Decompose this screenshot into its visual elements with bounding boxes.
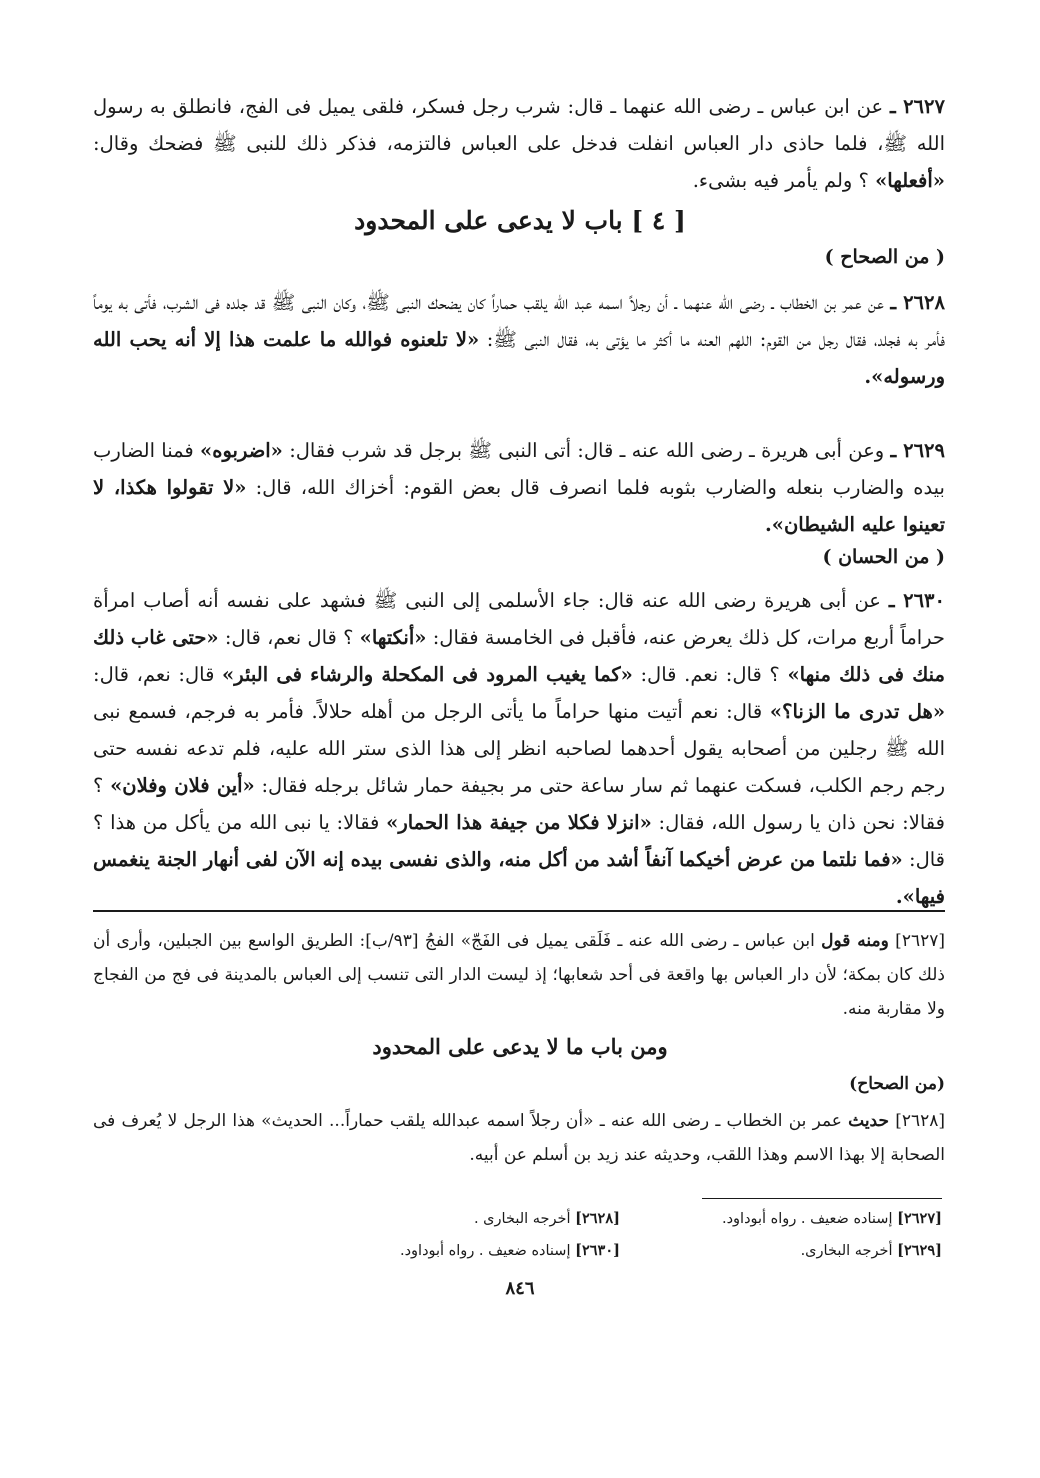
commentary-text: ابن عباس ـ رضى الله عنه ـ فَلَقى يميل فى الفَجّ» الفجُ [٩٣/ب]: الطريق الواسع بين الجبلين، وأرى أن ذلك كان بمكة؛ لأن دار العباس بها واقعة فى أحد شعابها؛ إذ ليست الدار التى تنسب إلى العباس بالمدينة فى فج من الفجاج ولا مقاربة منه. xyxy=(93,931,945,1019)
commentary-2628-paragraph xyxy=(93,1104,945,1172)
commentary-ref: [٢٦٢٨] xyxy=(895,1111,945,1131)
hadith-text-2: فمنا الضارب بيده والضارب بنعله والضارب بثوبه فلما انصرف قال بعض القوم: أخزاك الله، قال: xyxy=(93,439,945,499)
hadith-text: عن أبى هريرة رضى الله عنه قال: جاء الأسلمى إلى النبى ﷺ فشهد على نفسه أنه أصاب امرأة حراماً أربع مرات، كل ذلك يعرض عنه، فأقبل فى الخامسة فقال: xyxy=(93,589,945,649)
hadith-2628 xyxy=(93,284,945,395)
prophet-quote: «اضربوه» xyxy=(200,439,283,462)
commentary-2628 xyxy=(93,1104,945,1172)
footnote-2627 xyxy=(722,1210,942,1227)
footnote-text: إسناده ضعيف . رواه أبوداود. xyxy=(399,1243,576,1259)
section-label-hisan: ( من الحسان ) xyxy=(822,546,945,568)
footnote-2628 xyxy=(474,1210,620,1227)
hadith-number: ٢٦٢٨ ـ xyxy=(890,291,945,314)
chapter-heading: [ ٤ ] باب لا يدعى على المحدود xyxy=(354,206,686,235)
page-number: ٨٤٦ xyxy=(505,1278,535,1299)
hadith-2628-paragraph xyxy=(93,284,945,395)
prophet-quote: «أفعلها» xyxy=(875,169,945,192)
hadith-text: عن ابن عباس ـ رضى الله عنهما ـ قال: شرب رجل فسكر، فلقى يميل فى الفج، فانطلق به رسول الله ﷺ، فلما حاذى دار العباس انفلت فدخل على العباس فالتزمه، فذكر ذلك للنبى ﷺ فضحك وقال: xyxy=(93,95,945,155)
hadith-2630-paragraph xyxy=(93,582,945,915)
prophet-quote: «أنكتها» xyxy=(359,626,427,649)
footnote-ref: [٢٦٢٨] xyxy=(575,1210,620,1227)
commentary-text: عمر بن الخطاب ـ رضى الله عنه ـ «أن رجلاً اسمه عبدالله يلقب حماراً... الحديث» هذا الرجل لا يُعرف فى الصحابة إلا بهذا الاسم وهذا اللقب، وحديثه عند زيد بن أسلم عن أبيه. xyxy=(93,1111,945,1165)
prophet-quote: «حتى غاب ذلك منك فى ذلك منها» xyxy=(93,626,945,686)
prophet-quote: «كما يغيب المرود فى المكحلة والرشاء فى البئر» xyxy=(222,663,633,686)
hadith-2630 xyxy=(93,582,945,915)
footnote-text: أخرجه البخارى . xyxy=(473,1211,576,1227)
hadith-text: ؟ فقالا: نحن ذان يا رسول الله، فقال: xyxy=(93,774,945,834)
commentary-2627-paragraph xyxy=(93,924,945,1026)
footnote-ref: [٢٦٢٩] xyxy=(897,1242,942,1259)
hadith-text: قال: نعم أتيت منها حراماً ما يأتى الرجل من أهله حلالاً. فأمر به فرجم، فسمع نبى الله ﷺ رجلين من أصحابه يقول أحدهما لصاحبه انظر إلى هذا الذى ستر الله عليه، فلم تدعه نفسه حتى رجم رجم الكلب، فسكت عنهما ثم سار ساعة حتى مر بجيفة حمار شائل برجله فقال: xyxy=(93,700,945,797)
prophet-quote: «أين فلان وفلان» xyxy=(110,774,255,797)
hadith-2627 xyxy=(93,88,945,199)
hadith-number: ٢٦٣٠ ـ xyxy=(888,589,945,612)
footnote-2630 xyxy=(400,1242,620,1259)
hadith-2629-paragraph xyxy=(93,432,945,543)
hadith-number: ٢٦٢٧ ـ xyxy=(889,95,945,118)
hadith-text: عن عمر بن الخطاب ـ رضى الله عنهما ـ أن رجلاً اسمه عبد الله يلقب حماراً كان يضحك النبى ﷺ، وكان النبى ﷺ قد جلده فى الشرب، فأتى به يوماً فأمر به فجلد، فقال رجل من القوم: اللهم العنه ما أكثر ما يؤتى به، فقال النبى ﷺ: xyxy=(93,291,945,351)
prophet-quote: «انزلا فكلا من جيفة هذا الحمار» xyxy=(386,811,652,834)
commentary-heading: ومن باب ما لا يدعى على المحدود xyxy=(372,1034,668,1059)
prophet-quote: «لا تلعنوه فوالله ما علمت هذا إلا أنه يحب الله ورسوله». xyxy=(93,328,945,388)
commentary-divider xyxy=(93,910,945,912)
footnote-divider xyxy=(702,1198,942,1199)
prophet-quote: «لا تقولوا هكذا، لا تعينوا عليه الشيطان». xyxy=(93,476,945,536)
commentary-section-label: (من الصحاح) xyxy=(849,1074,945,1094)
prophet-quote: «هل تدرى ما الزنا؟» xyxy=(769,700,946,723)
footnote-ref: [٢٦٣٠] xyxy=(575,1242,620,1259)
hadith-2627-paragraph xyxy=(93,88,945,199)
commentary-lead: ومنه قول xyxy=(821,931,889,951)
hadith-text: ؟ قال: نعم. قال: xyxy=(632,663,788,686)
footnote-2629 xyxy=(801,1242,942,1259)
hadith-number: ٢٦٢٩ ـ xyxy=(890,439,946,462)
hadith-text: فقالا: يا نبى الله من يأكل من هذا ؟ قال: xyxy=(93,811,946,871)
hadith-text: قال: نعم، قال: xyxy=(93,663,223,686)
hadith-2629 xyxy=(93,432,945,543)
hadith-text: وعن أبى هريرة ـ رضى الله عنه ـ قال: أتى النبى ﷺ برجل قد شرب فقال: xyxy=(282,439,885,462)
prophet-quote: «فما نلتما من عرض أخيكما آنفاً أشد من أكل منه، والذى نفسى بيده إنه الآن لفى أنهار الجنة ينغمس فيها». xyxy=(93,848,945,908)
footnote-text: إسناده ضعيف . رواه أبوداود. xyxy=(721,1211,898,1227)
footnote-text: أخرجه البخارى. xyxy=(800,1243,898,1259)
commentary-lead: حديث xyxy=(848,1111,889,1131)
hadith-text-tail: ؟ ولم يأمر فيه بشىء. xyxy=(692,169,876,192)
section-label-sihah: ( من الصحاح ) xyxy=(824,246,945,268)
hadith-text: ؟ قال نعم، قال: xyxy=(218,626,360,649)
footnote-ref: [٢٦٢٧] xyxy=(897,1210,942,1227)
commentary-2627 xyxy=(93,924,945,1026)
commentary-ref: [٢٦٢٧] xyxy=(895,931,945,951)
